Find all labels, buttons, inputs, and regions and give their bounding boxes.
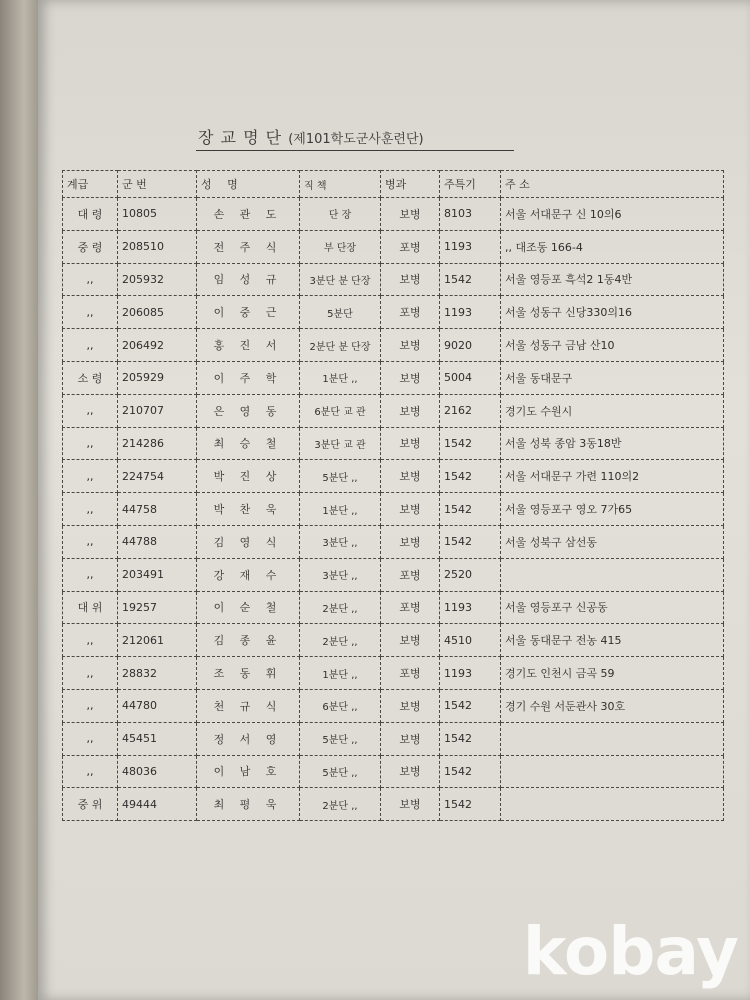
table-row [63,296,724,329]
cell-position: 3분단 ,, [300,558,381,591]
cell-service-number: 214286 [118,427,197,460]
cell-service-number: 48036 [118,755,197,788]
table-row [63,198,724,231]
cell-address: 서울 성북구 삼선동 [501,525,724,558]
cell-address [501,788,724,821]
cell-branch: 포병 [381,657,440,690]
cell-rank: ,, [63,689,118,722]
cell-address [501,722,724,755]
cell-position: 2분단 분 단장 [300,329,381,362]
cell-specialty: 1193 [440,657,501,690]
cell-specialty: 1542 [440,263,501,296]
cell-service-number: 28832 [118,657,197,690]
table-row [63,361,724,394]
cell-rank: ,, [63,755,118,788]
cell-rank: 대 위 [63,591,118,624]
cell-name: 임 성 규 [197,263,300,296]
cell-rank: ,, [63,657,118,690]
cell-address: ,, 대조동 166-4 [501,230,724,263]
previous-page-edge [0,0,40,1000]
cell-address: 경기도 수원시 [501,394,724,427]
cell-address: 경기도 인천시 금곡 59 [501,657,724,690]
cell-position: 3분단 ,, [300,525,381,558]
cell-specialty: 1542 [440,493,501,526]
cell-specialty: 1542 [440,722,501,755]
header-address: 주 소 [501,171,724,198]
cell-position: 3분단 분 단장 [300,263,381,296]
cell-specialty: 1542 [440,755,501,788]
cell-specialty: 1542 [440,427,501,460]
cell-name: 강 재 수 [197,558,300,591]
cell-service-number: 205929 [118,361,197,394]
cell-name: 조 동 휘 [197,657,300,690]
table-body [63,198,724,821]
cell-position: 1분단 ,, [300,493,381,526]
officer-roster-table [62,170,724,821]
cell-name: 천 규 식 [197,689,300,722]
cell-service-number: 212061 [118,624,197,657]
cell-address: 서울 영등포 흑석2 1동4반 [501,263,724,296]
cell-service-number: 10805 [118,198,197,231]
table-row [63,263,724,296]
document-page [38,0,750,1000]
cell-name: 최 승 철 [197,427,300,460]
table-row [63,755,724,788]
cell-branch: 포병 [381,230,440,263]
title-text: 장 교 명 단 [198,128,283,147]
cell-branch: 보병 [381,493,440,526]
table-row [63,591,724,624]
cell-service-number: 44788 [118,525,197,558]
cell-name: 박 진 상 [197,460,300,493]
header-position: 직 책 [300,171,381,198]
cell-branch: 보병 [381,722,440,755]
header-name: 성 명 [197,171,300,198]
cell-branch: 보병 [381,460,440,493]
cell-branch: 보병 [381,394,440,427]
cell-branch: 보병 [381,788,440,821]
table-row [63,722,724,755]
cell-rank: ,, [63,624,118,657]
cell-branch: 보병 [381,263,440,296]
cell-position: 5분단 ,, [300,722,381,755]
cell-address: 서울 성북 종암 3동18반 [501,427,724,460]
cell-specialty: 8103 [440,198,501,231]
cell-branch: 포병 [381,296,440,329]
cell-service-number: 19257 [118,591,197,624]
cell-specialty: 4510 [440,624,501,657]
cell-name: 이 남 호 [197,755,300,788]
cell-rank: 소 령 [63,361,118,394]
table-row [63,394,724,427]
title-underline [196,150,514,151]
cell-name: 최 평 욱 [197,788,300,821]
table-row [63,657,724,690]
cell-rank: ,, [63,722,118,755]
cell-position: 1분단 ,, [300,361,381,394]
cell-position: 부 단장 [300,230,381,263]
cell-address: 서울 동대문구 전농 415 [501,624,724,657]
cell-address [501,755,724,788]
table-row [63,624,724,657]
cell-service-number: 206085 [118,296,197,329]
cell-specialty: 1542 [440,689,501,722]
cell-service-number: 44758 [118,493,197,526]
watermark-logo: kobay [522,913,738,990]
cell-address: 경기 수원 서둔관사 30호 [501,689,724,722]
table-row [63,493,724,526]
cell-name: 정 서 영 [197,722,300,755]
cell-position: 6분단 ,, [300,689,381,722]
cell-name: 이 중 근 [197,296,300,329]
cell-branch: 보병 [381,329,440,362]
cell-rank: ,, [63,460,118,493]
cell-position: 3분단 교 관 [300,427,381,460]
cell-position: 1분단 ,, [300,657,381,690]
cell-rank: ,, [63,394,118,427]
cell-branch: 보병 [381,755,440,788]
title-subtitle: (제101학도군사훈련단) [288,132,424,147]
cell-address: 서울 동대문구 [501,361,724,394]
page-title [198,125,424,148]
header-service-number: 군 번 [118,171,197,198]
table-row [63,230,724,263]
cell-position: 5분단 ,, [300,460,381,493]
cell-rank: ,, [63,558,118,591]
cell-name: 박 찬 욱 [197,493,300,526]
cell-branch: 포병 [381,558,440,591]
cell-position: 단 장 [300,198,381,231]
cell-position: 5분단 [300,296,381,329]
cell-service-number: 44780 [118,689,197,722]
cell-branch: 보병 [381,624,440,657]
cell-specialty: 1542 [440,460,501,493]
cell-branch: 포병 [381,591,440,624]
cell-branch: 보병 [381,689,440,722]
cell-rank: 중 위 [63,788,118,821]
cell-address: 서울 성동구 신당330의16 [501,296,724,329]
cell-position: 2분단 ,, [300,591,381,624]
cell-service-number: 205932 [118,263,197,296]
cell-service-number: 206492 [118,329,197,362]
cell-service-number: 45451 [118,722,197,755]
table-row [63,329,724,362]
cell-rank: ,, [63,525,118,558]
cell-branch: 보병 [381,198,440,231]
cell-service-number: 224754 [118,460,197,493]
cell-service-number: 203491 [118,558,197,591]
cell-position: 2분단 ,, [300,624,381,657]
cell-specialty: 9020 [440,329,501,362]
header-rank: 계급 [63,171,118,198]
cell-address: 서울 영등포구 영오 7가65 [501,493,724,526]
table-row [63,427,724,460]
cell-branch: 보병 [381,427,440,460]
table-row [63,558,724,591]
cell-specialty: 1193 [440,230,501,263]
table-row [63,460,724,493]
header-branch: 병과 [381,171,440,198]
cell-specialty: 1542 [440,525,501,558]
cell-specialty: 2520 [440,558,501,591]
cell-position: 5분단 ,, [300,755,381,788]
cell-name: 이 주 학 [197,361,300,394]
cell-branch: 보병 [381,525,440,558]
cell-rank: 대 령 [63,198,118,231]
cell-name: 손 관 도 [197,198,300,231]
cell-name: 전 주 식 [197,230,300,263]
cell-address: 서울 서대문구 신 10의6 [501,198,724,231]
cell-address: 서울 영등포구 신공동 [501,591,724,624]
cell-branch: 보병 [381,361,440,394]
cell-rank: ,, [63,296,118,329]
cell-service-number: 49444 [118,788,197,821]
cell-name: 이 순 철 [197,591,300,624]
cell-name: 김 영 식 [197,525,300,558]
cell-specialty: 2162 [440,394,501,427]
cell-service-number: 208510 [118,230,197,263]
cell-rank: ,, [63,329,118,362]
cell-address: 서울 서대문구 가련 110의2 [501,460,724,493]
cell-rank: ,, [63,263,118,296]
cell-rank: ,, [63,493,118,526]
cell-rank: 중 령 [63,230,118,263]
table-row [63,525,724,558]
cell-name: 은 영 동 [197,394,300,427]
cell-rank: ,, [63,427,118,460]
cell-specialty: 1542 [440,788,501,821]
cell-position: 6분단 교 관 [300,394,381,427]
cell-address: 서울 성동구 금남 산10 [501,329,724,362]
cell-address [501,558,724,591]
cell-specialty: 1193 [440,296,501,329]
table-row [63,689,724,722]
cell-specialty: 1193 [440,591,501,624]
cell-name: 홍 진 서 [197,329,300,362]
cell-specialty: 5004 [440,361,501,394]
cell-position: 2분단 ,, [300,788,381,821]
table-row [63,788,724,821]
cell-service-number: 210707 [118,394,197,427]
table-header-row [63,171,724,198]
header-specialty: 주특기 [440,171,501,198]
cell-name: 김 종 윤 [197,624,300,657]
